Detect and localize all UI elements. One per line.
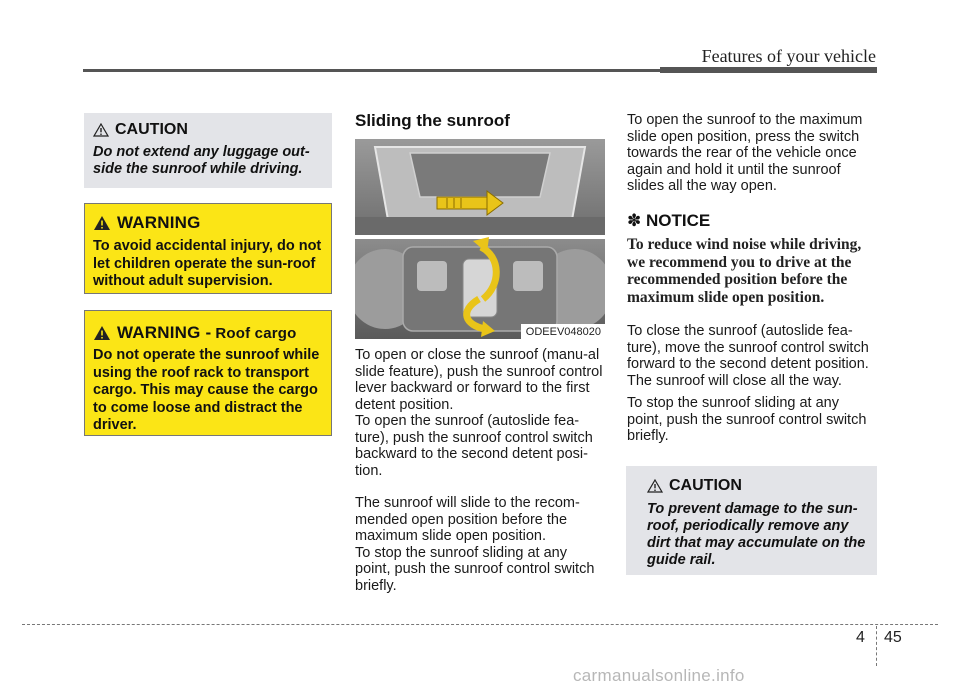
right-body-text-bottom bbox=[627, 323, 877, 445]
warning-heading bbox=[93, 213, 322, 233]
warning-cargo-title: WARNING - bbox=[117, 323, 212, 342]
notice-heading bbox=[627, 211, 710, 231]
watermark: carmanualsonline.info bbox=[573, 666, 745, 685]
middle-body-text bbox=[355, 347, 605, 594]
caution-box-guide-rail bbox=[626, 466, 877, 575]
warning-cargo-text: Do not operate the sunroof while using the roof rack to transport cargo. This may cause the cargo to come loose and distract the driver. bbox=[93, 347, 320, 433]
paragraph-close-autoslide: To close the sunroof (autoslide fea-ture), move the sunroof control switch forward to the second detent position. The sunroof will close all the way. bbox=[627, 323, 869, 389]
right-body-text-top bbox=[627, 112, 877, 195]
caution-title-right: CAUTION bbox=[669, 477, 742, 494]
page-header-title: Features of your vehicle bbox=[701, 46, 876, 66]
image-code: ODEEV048020 bbox=[521, 324, 605, 339]
sunroof-photo-image bbox=[355, 139, 605, 339]
header-rule-accent bbox=[660, 67, 877, 73]
warning-triangle-icon bbox=[93, 215, 111, 231]
sunroof-illustration bbox=[355, 139, 605, 339]
footer-vertical-rule bbox=[876, 626, 877, 666]
paragraph-max-open: To open the sunroof to the maximum slide open position, press the switch towards the rear of the vehicle once again and hold it until the sunroof slides all the way open. bbox=[627, 112, 863, 194]
caution-triangle-icon bbox=[93, 123, 109, 137]
paragraph-stop-sliding-right: To stop the sunroof sliding at any point, push the sunroof control switch briefly. bbox=[627, 395, 867, 444]
warning-text: To avoid accidental injury, do not let children operate the sun-roof without adult supervision. bbox=[93, 238, 322, 289]
caution-text-right: To prevent damage to the sun-roof, periodically remove any dirt that may accumulate on the guide rail. bbox=[647, 501, 866, 568]
warning-title: WARNING bbox=[117, 213, 201, 232]
notice-symbol-icon: ✽ bbox=[627, 211, 642, 230]
notice-text: To reduce wind noise while driving, we recommend you to drive at the recommended position before the maximum slide open position. bbox=[627, 236, 862, 306]
notice-title: NOTICE bbox=[645, 211, 711, 230]
paragraph-stop-sliding: To stop the sunroof sliding at any point, push the sunroof control switch briefly. bbox=[355, 544, 595, 594]
section-title: Sliding the sunroof bbox=[355, 111, 510, 130]
paragraph-recommended-position: The sunroof will slide to the recom-mended open position before the maximum slide open position. bbox=[355, 495, 580, 544]
warning-box-children bbox=[84, 203, 332, 294]
page-number: 45 bbox=[884, 629, 902, 646]
warning-cargo-heading bbox=[93, 323, 322, 343]
paragraph-manual-slide: To open or close the sunroof (manu-al slide feature), push the sunroof control lever backward or forward to the first detent position. bbox=[355, 347, 603, 413]
warning-box-roof-cargo bbox=[84, 310, 332, 436]
footer-rule bbox=[22, 624, 938, 625]
caution-heading-right bbox=[647, 477, 867, 495]
caution-triangle-icon bbox=[647, 479, 663, 493]
caution-title: CAUTION bbox=[115, 121, 188, 138]
caution-text: Do not extend any luggage out-side the sunroof while driving. bbox=[93, 144, 310, 177]
paragraph-autoslide-open: To open the sunroof (autoslide fea-ture), push the sunroof control switch backward to the second detent posi-tion. bbox=[355, 413, 593, 479]
chapter-number: 4 bbox=[856, 629, 865, 646]
caution-heading bbox=[93, 121, 322, 139]
warning-triangle-icon bbox=[93, 325, 111, 341]
warning-cargo-subtitle: Roof cargo bbox=[215, 324, 297, 342]
caution-box-luggage bbox=[84, 113, 332, 188]
